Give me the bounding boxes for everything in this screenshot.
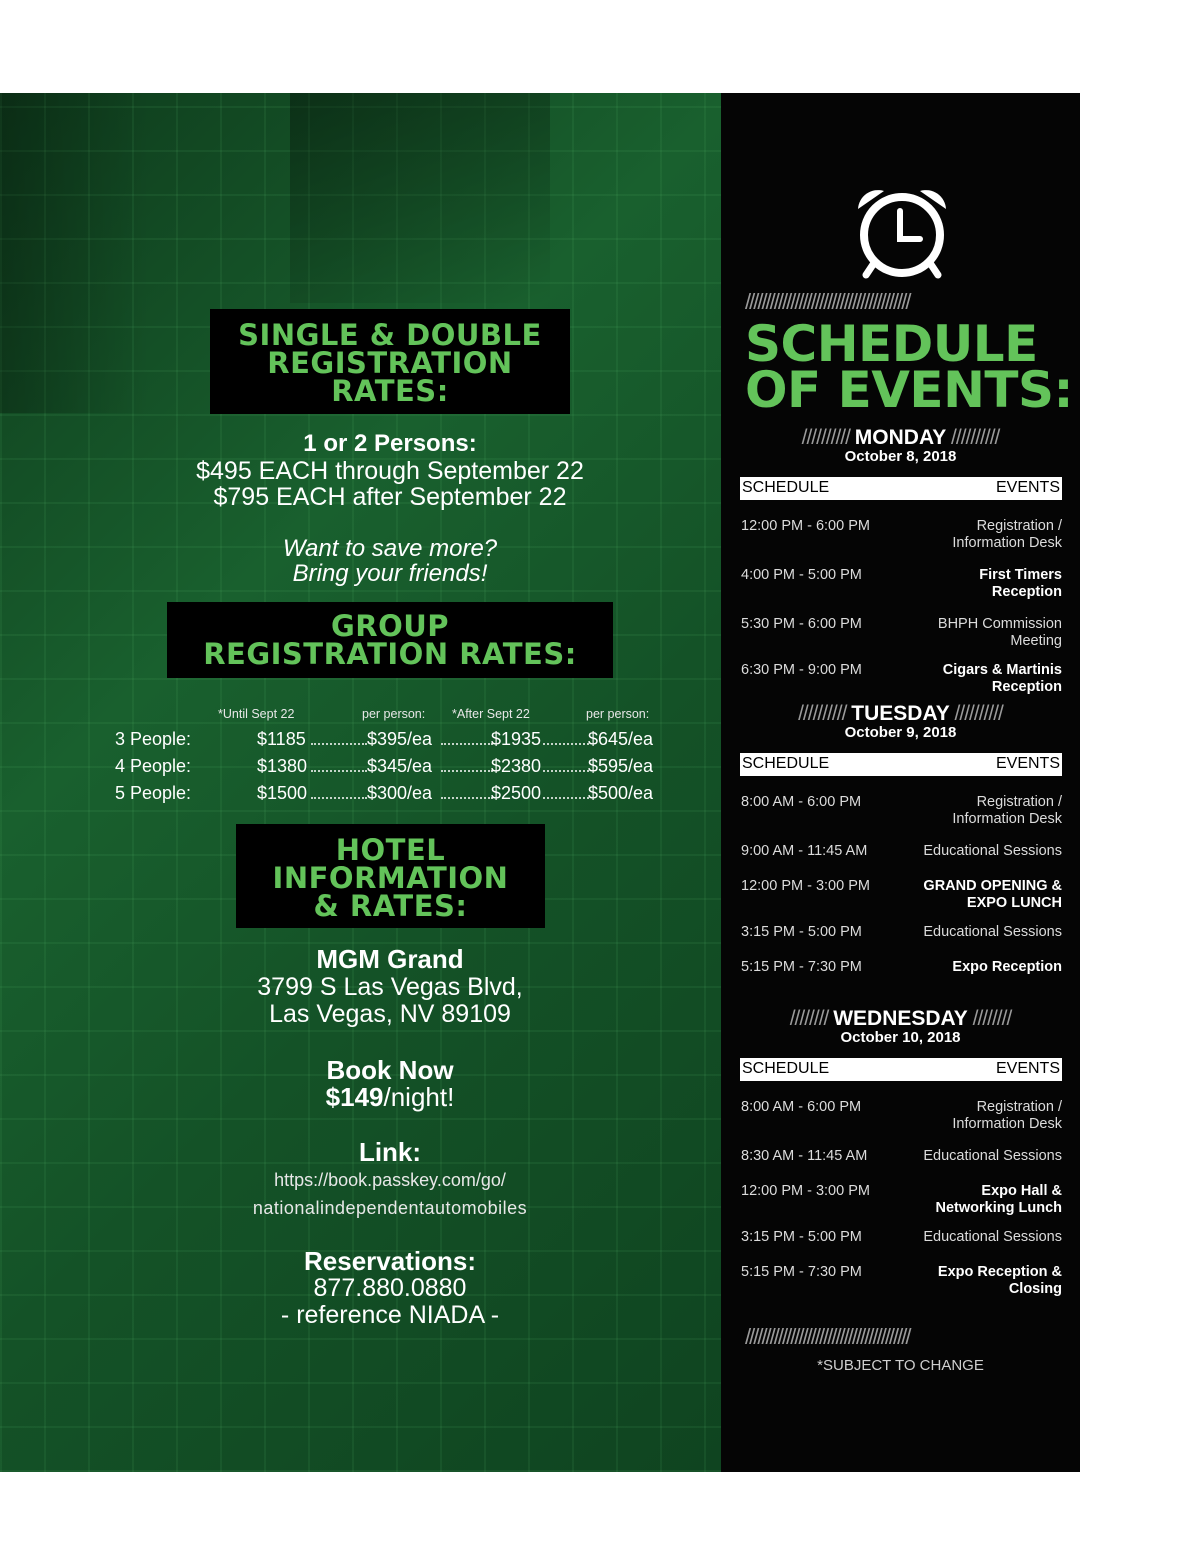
heading-line: & RATES: xyxy=(313,889,468,923)
book-now-label: Book Now xyxy=(326,1055,454,1085)
rate-until-total: $1185 xyxy=(257,729,306,749)
schedule-event xyxy=(741,924,1062,960)
subject-to-change-note: *SUBJECT TO CHANGE xyxy=(817,1357,984,1374)
event-name-line: Meeting xyxy=(1010,633,1062,649)
event-time: 12:00 PM - 3:00 PM xyxy=(741,1183,870,1199)
event-name-line: Expo Reception xyxy=(952,959,1062,975)
price-unit: /night! xyxy=(383,1082,455,1112)
event-name-line: Reception xyxy=(991,679,1062,695)
event-name-line: First Timers xyxy=(979,567,1062,583)
schedule-panel xyxy=(721,93,1080,1472)
event-name xyxy=(923,878,1062,912)
rates-header-per-person: per person: xyxy=(586,707,650,721)
price-amount: $149 xyxy=(325,1082,384,1112)
rate-until-per-person: $345/ea xyxy=(367,756,433,776)
event-name-line: Educational Sessions xyxy=(923,843,1062,859)
event-name-line: Reception xyxy=(991,584,1062,600)
rate-until-per-person: $395/ea xyxy=(367,729,433,749)
day-date: October 9, 2018 xyxy=(844,724,957,741)
event-time: 3:15 PM - 5:00 PM xyxy=(741,1229,862,1245)
event-time: 8:00 AM - 6:00 PM xyxy=(741,1099,862,1115)
leader-dots xyxy=(441,756,493,772)
event-name-line: Educational Sessions xyxy=(923,1148,1062,1164)
day-name: MONDAY xyxy=(854,426,947,449)
event-name xyxy=(938,1264,1062,1298)
schedule-event xyxy=(741,1229,1062,1265)
leader-dots xyxy=(441,783,493,799)
event-name xyxy=(952,518,1062,552)
title-line: SCHEDULE xyxy=(745,315,1038,373)
single-double-rates-heading xyxy=(210,309,570,414)
background-shade xyxy=(0,93,150,413)
alarm-clock-icon xyxy=(850,183,954,281)
schedule-event xyxy=(741,1183,1062,1219)
leader-dots xyxy=(441,729,493,745)
leader-dots xyxy=(311,783,367,799)
rates-header-after: *After Sept 22 xyxy=(452,707,530,721)
rates-row xyxy=(115,756,675,782)
schedule-event xyxy=(741,1099,1062,1135)
rate-group-size: 3 People: xyxy=(115,729,192,749)
day-heading xyxy=(721,426,1080,465)
rates-header-until: *Until Sept 22 xyxy=(218,707,295,721)
events-header-label: EVENTS xyxy=(995,1060,1060,1077)
event-time: 8:00 AM - 6:00 PM xyxy=(741,794,862,810)
bring-friends-text: Bring your friends! xyxy=(292,560,488,587)
link-label: Link: xyxy=(358,1137,422,1167)
slash-divider: //////////////////////////////////////// xyxy=(745,1324,910,1349)
reservations-phone: 877.880.0880 xyxy=(313,1274,467,1302)
hotel-address-line2: Las Vegas, NV 89109 xyxy=(269,1000,511,1028)
event-name-line: Information Desk xyxy=(952,1116,1062,1132)
event-name-line: Educational Sessions xyxy=(923,1229,1062,1245)
event-name-line: Closing xyxy=(1008,1281,1062,1297)
event-name-line: Registration / xyxy=(976,1099,1062,1115)
schedule-event xyxy=(741,567,1062,603)
schedule-header-label: SCHEDULE xyxy=(742,479,830,496)
heading-line: HOTEL xyxy=(335,833,446,867)
event-name-line: Expo Reception & xyxy=(937,1264,1062,1280)
registration-panel xyxy=(0,93,721,1472)
event-name-line: GRAND OPENING & xyxy=(923,878,1062,894)
schedule-event xyxy=(741,1264,1062,1300)
slash-decoration: //////// xyxy=(789,1007,834,1030)
schedule-event xyxy=(741,878,1062,914)
event-time: 5:30 PM - 6:00 PM xyxy=(741,616,862,632)
schedule-column-header xyxy=(740,753,1062,776)
day-date: October 8, 2018 xyxy=(844,448,957,465)
save-more-text: Want to save more? xyxy=(282,535,498,562)
schedule-event xyxy=(741,843,1062,879)
late-price: $795 EACH after September 22 xyxy=(213,483,567,511)
event-name-line: Expo Hall & xyxy=(981,1183,1062,1199)
background-shade xyxy=(290,93,550,303)
schedule-event xyxy=(741,662,1062,698)
flyer-page xyxy=(0,93,1080,1472)
event-name-line: Registration / xyxy=(976,794,1062,810)
leader-dots xyxy=(543,756,589,772)
heading-line: GROUP xyxy=(330,609,450,643)
event-name xyxy=(936,1183,1062,1217)
slash-decoration: ////////// xyxy=(801,426,855,449)
event-name-line: Networking Lunch xyxy=(935,1200,1062,1216)
schedule-header-label: SCHEDULE xyxy=(742,755,830,772)
reservations-reference: - reference NIADA - xyxy=(280,1301,500,1329)
event-name xyxy=(923,1229,1062,1246)
rates-row xyxy=(115,783,675,809)
event-name xyxy=(923,1148,1062,1165)
event-name-line: Cigars & Martinis xyxy=(942,662,1062,678)
event-name-line: BHPH Commission xyxy=(937,616,1062,632)
events-header-label: EVENTS xyxy=(995,479,1060,496)
event-time: 12:00 PM - 3:00 PM xyxy=(741,878,870,894)
rate-until-total: $1380 xyxy=(257,756,308,776)
event-time: 6:30 PM - 9:00 PM xyxy=(741,662,862,678)
rate-after-per-person: $500/ea xyxy=(588,783,654,803)
rate-after-total: $2500 xyxy=(491,783,542,803)
schedule-column-header xyxy=(740,1058,1062,1081)
event-name xyxy=(979,567,1062,601)
event-name xyxy=(923,924,1062,941)
rate-after-total: $1935 xyxy=(491,729,542,749)
rates-row xyxy=(115,729,675,755)
event-name xyxy=(952,1099,1062,1133)
slash-decoration: //////// xyxy=(967,1007,1012,1030)
hotel-name: MGM Grand xyxy=(316,944,464,974)
day-date: October 10, 2018 xyxy=(840,1029,961,1046)
event-name xyxy=(952,794,1062,828)
slash-divider: //////////////////////////////////////// xyxy=(745,289,910,314)
heading-line: INFORMATION xyxy=(272,861,509,895)
events-header-label: EVENTS xyxy=(995,755,1060,772)
event-name-line: Information Desk xyxy=(952,535,1062,551)
event-name-line: Registration / xyxy=(976,518,1062,534)
leader-dots xyxy=(311,756,367,772)
day-name: WEDNESDAY xyxy=(833,1007,968,1030)
slash-decoration: ////////// xyxy=(949,702,1003,725)
event-name xyxy=(943,662,1062,696)
slash-decoration: ////////// xyxy=(946,426,1000,449)
event-name-line: Information Desk xyxy=(952,811,1062,827)
early-price: $495 EACH through September 22 xyxy=(196,457,584,485)
event-time: 4:00 PM - 5:00 PM xyxy=(741,567,862,583)
group-rates-heading xyxy=(167,602,613,678)
title-line: OF EVENTS: xyxy=(745,361,1074,419)
booking-link-line2[interactable]: nationalindependentautomobiles xyxy=(252,1198,528,1218)
event-time: 8:30 AM - 11:45 AM xyxy=(741,1148,868,1164)
leader-dots xyxy=(543,783,589,799)
schedule-event xyxy=(741,518,1062,554)
schedule-column-header xyxy=(740,477,1062,500)
schedule-event xyxy=(741,794,1062,830)
heading-line: SINGLE & DOUBLE xyxy=(238,318,542,352)
day-name: TUESDAY xyxy=(851,702,950,725)
leader-dots xyxy=(543,729,589,745)
nightly-price xyxy=(120,1082,660,1113)
schedule-event xyxy=(741,1148,1062,1184)
rate-after-per-person: $595/ea xyxy=(588,756,654,776)
event-name xyxy=(923,843,1062,860)
rate-after-per-person: $645/ea xyxy=(588,729,654,749)
day-name-line xyxy=(721,1007,1080,1031)
rate-until-per-person: $300/ea xyxy=(367,783,433,803)
event-time: 5:15 PM - 7:30 PM xyxy=(741,1264,862,1280)
day-name-line xyxy=(721,702,1080,726)
reservations-label: Reservations: xyxy=(304,1246,476,1276)
leader-dots xyxy=(311,729,367,745)
rate-until-total: $1500 xyxy=(257,783,308,803)
event-name-line: Educational Sessions xyxy=(923,924,1062,940)
schedule-header-label: SCHEDULE xyxy=(742,1060,830,1077)
booking-link-line1[interactable]: https://book.passkey.com/go/ xyxy=(274,1170,506,1190)
event-time: 5:15 PM - 7:30 PM xyxy=(741,959,862,975)
event-name xyxy=(952,959,1062,976)
hotel-heading xyxy=(236,824,545,928)
hotel-address-line1: 3799 S Las Vegas Blvd, xyxy=(257,973,523,1001)
rate-group-size: 4 People: xyxy=(115,756,192,776)
rates-header-per-person: per person: xyxy=(362,707,426,721)
heading-line: REGISTRATION RATES: xyxy=(203,637,577,671)
event-time: 9:00 AM - 11:45 AM xyxy=(741,843,868,859)
slash-decoration: ////////// xyxy=(798,702,852,725)
heading-line: REGISTRATION xyxy=(267,346,513,380)
heading-line: RATES: xyxy=(331,374,449,408)
schedule-event xyxy=(741,959,1062,995)
day-heading xyxy=(721,702,1080,741)
schedule-title xyxy=(745,315,1075,419)
rate-group-size: 5 People: xyxy=(115,783,192,803)
day-name-line xyxy=(721,426,1080,450)
rate-after-total: $2380 xyxy=(491,756,542,776)
event-name-line: EXPO LUNCH xyxy=(966,895,1062,911)
schedule-event xyxy=(741,616,1062,652)
event-time: 3:15 PM - 5:00 PM xyxy=(741,924,862,940)
persons-label: 1 or 2 Persons: xyxy=(303,430,477,457)
day-heading xyxy=(721,1007,1080,1046)
event-name xyxy=(938,616,1062,650)
event-time: 12:00 PM - 6:00 PM xyxy=(741,518,870,534)
